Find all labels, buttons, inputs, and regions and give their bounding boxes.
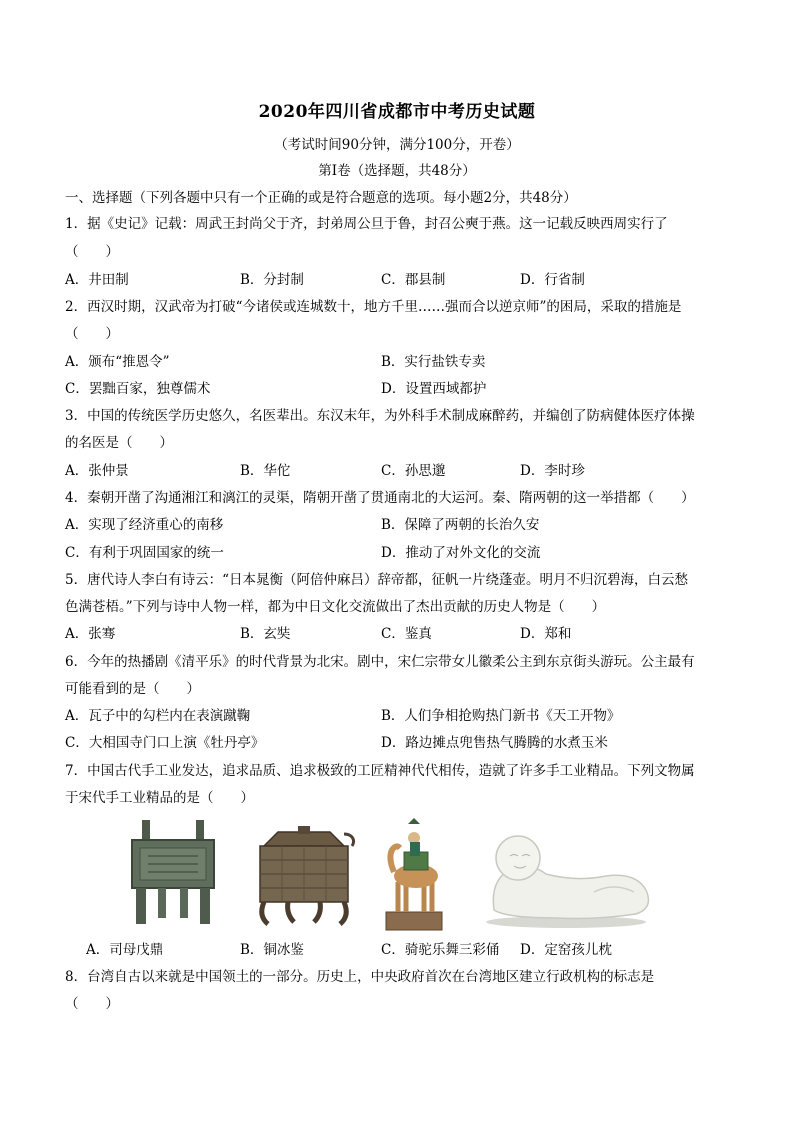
page-title: 2020年四川省成都市中考历史试题 [258,102,536,122]
question-5-stem-line-2: 色满苍梧。”下列与诗中人物一样，都为中日文化交流做出了杰出贡献的历史人物是（ ） [65,599,606,615]
question-1-stem-line-1: 1．据《史记》记载：周武王封尚父于齐，封弟周公旦于鲁，封召公奭于燕。这一记载反映西周实行了 [65,216,668,232]
instructions: 一、选择题（下列各题中只有一个正确的或是符合题意的选项。每小题2分，共48分） [65,190,577,206]
question-3-stem-line-1: 3．中国的传统医学历史悠久，名医辈出。东汉末年，为外科手术制成麻醉药，并编创了防病健体医疗体操 [65,408,695,424]
ding-ware-child-pillow-image [474,818,658,932]
question-7-option-a: A．司母戊鼎 [86,942,164,958]
question-5-option-d: D．郑和 [520,626,572,642]
question-1-option-d: D．行省制 [520,272,585,288]
question-6-option-b: B．人们争相抢购热门新书《天工开物》 [381,708,621,724]
section-heading: 第Ⅰ卷（选择题，共48分） [318,163,476,179]
question-6-option-d: D．路边摊点兜售热气腾腾的水煮玉米 [381,735,608,751]
question-3-option-d: D．李时珍 [520,463,585,479]
question-3-option-a: A．张仲景 [65,463,129,479]
question-5-option-a: A．张骞 [65,626,116,642]
question-7-option-d: D．定窑孩儿枕 [520,942,612,958]
exam-info: （考试时间90分钟，满分100分，开卷） [274,137,520,153]
question-2-option-a: A．颁布“推恩令” [65,354,170,370]
tang-camel-figurine-image [384,816,444,932]
question-7-option-b: B．铜冰鉴 [240,942,304,958]
question-8-stem-line-1: 8．台湾自古以来就是中国领土的一部分。历史上，中央政府首次在台湾地区建立行政机构的标志是 [65,969,655,985]
question-1-stem-line-2: （ ） [65,244,119,260]
bronze-ice-chest-image [248,826,360,930]
question-5-option-b: B．玄奘 [240,626,291,642]
question-2-option-d: D．设置西域都护 [381,381,487,397]
question-3-option-b: B．华佗 [240,463,291,479]
question-6-stem-line-1: 6．今年的热播剧《清平乐》的时代背景为北宋。剧中，宋仁宗带女儿徽柔公主到东京街头游玩。公主最有 [65,654,695,670]
question-4-option-a: A．实现了经济重心的南移 [65,517,224,533]
question-7-option-c: C．骑驼乐舞三彩俑 [381,942,500,958]
question-2-stem-line-1: 2．西汉时期，汉武帝为打破“今诸侯或连城数十，地方千里……强而合以逆京师”的困局，采取的措施是 [65,299,682,315]
question-3-option-c: C．孙思邈 [381,463,446,479]
question-6-option-c: C．大相国寺门口上演《牡丹亭》 [65,735,265,751]
question-5-stem-line-1: 5．唐代诗人李白有诗云：“日本晁衡（阿倍仲麻吕）辞帝都，征帆一片绕蓬壶。明月不归沉碧海，白云愁 [65,572,688,588]
question-4-option-b: B．保障了两朝的长治久安 [381,517,540,533]
question-7-stem-line-2: 于宋代手工业精品的是（ ） [65,790,254,806]
question-5-option-c: C．鉴真 [381,626,432,642]
ding-vessel-image [118,818,228,930]
question-4-stem-line-1: 4．秦朝开凿了沟通湘江和漓江的灵渠，隋朝开凿了贯通南北的大运河。秦、隋两朝的这一举措都（ ） [65,490,695,506]
question-1-option-a: A．井田制 [65,272,129,288]
question-1-option-b: B．分封制 [240,272,304,288]
question-4-option-c: C．有利于巩固国家的统一 [65,545,224,561]
question-2-stem-line-2: （ ） [65,326,119,342]
question-1-option-c: C．郡县制 [381,272,446,288]
question-3-stem-line-2: 的名医是（ ） [65,435,173,451]
question-2-option-c: C．罢黜百家，独尊儒术 [65,381,211,397]
question-4-option-d: D．推动了对外文化的交流 [381,545,541,561]
question-7-stem-line-1: 7．中国古代手工业发达，追求品质、追求极致的工匠精神代代相传，造就了许多手工业精品。下列文物属 [65,763,695,779]
question-6-option-a: A．瓦子中的勾栏内在表演蹴鞠 [65,708,251,724]
question-8-stem-line-2: （ ） [65,996,119,1012]
question-6-stem-line-2: 可能看到的是（ ） [65,681,200,697]
question-2-option-b: B．实行盐铁专卖 [381,354,486,370]
